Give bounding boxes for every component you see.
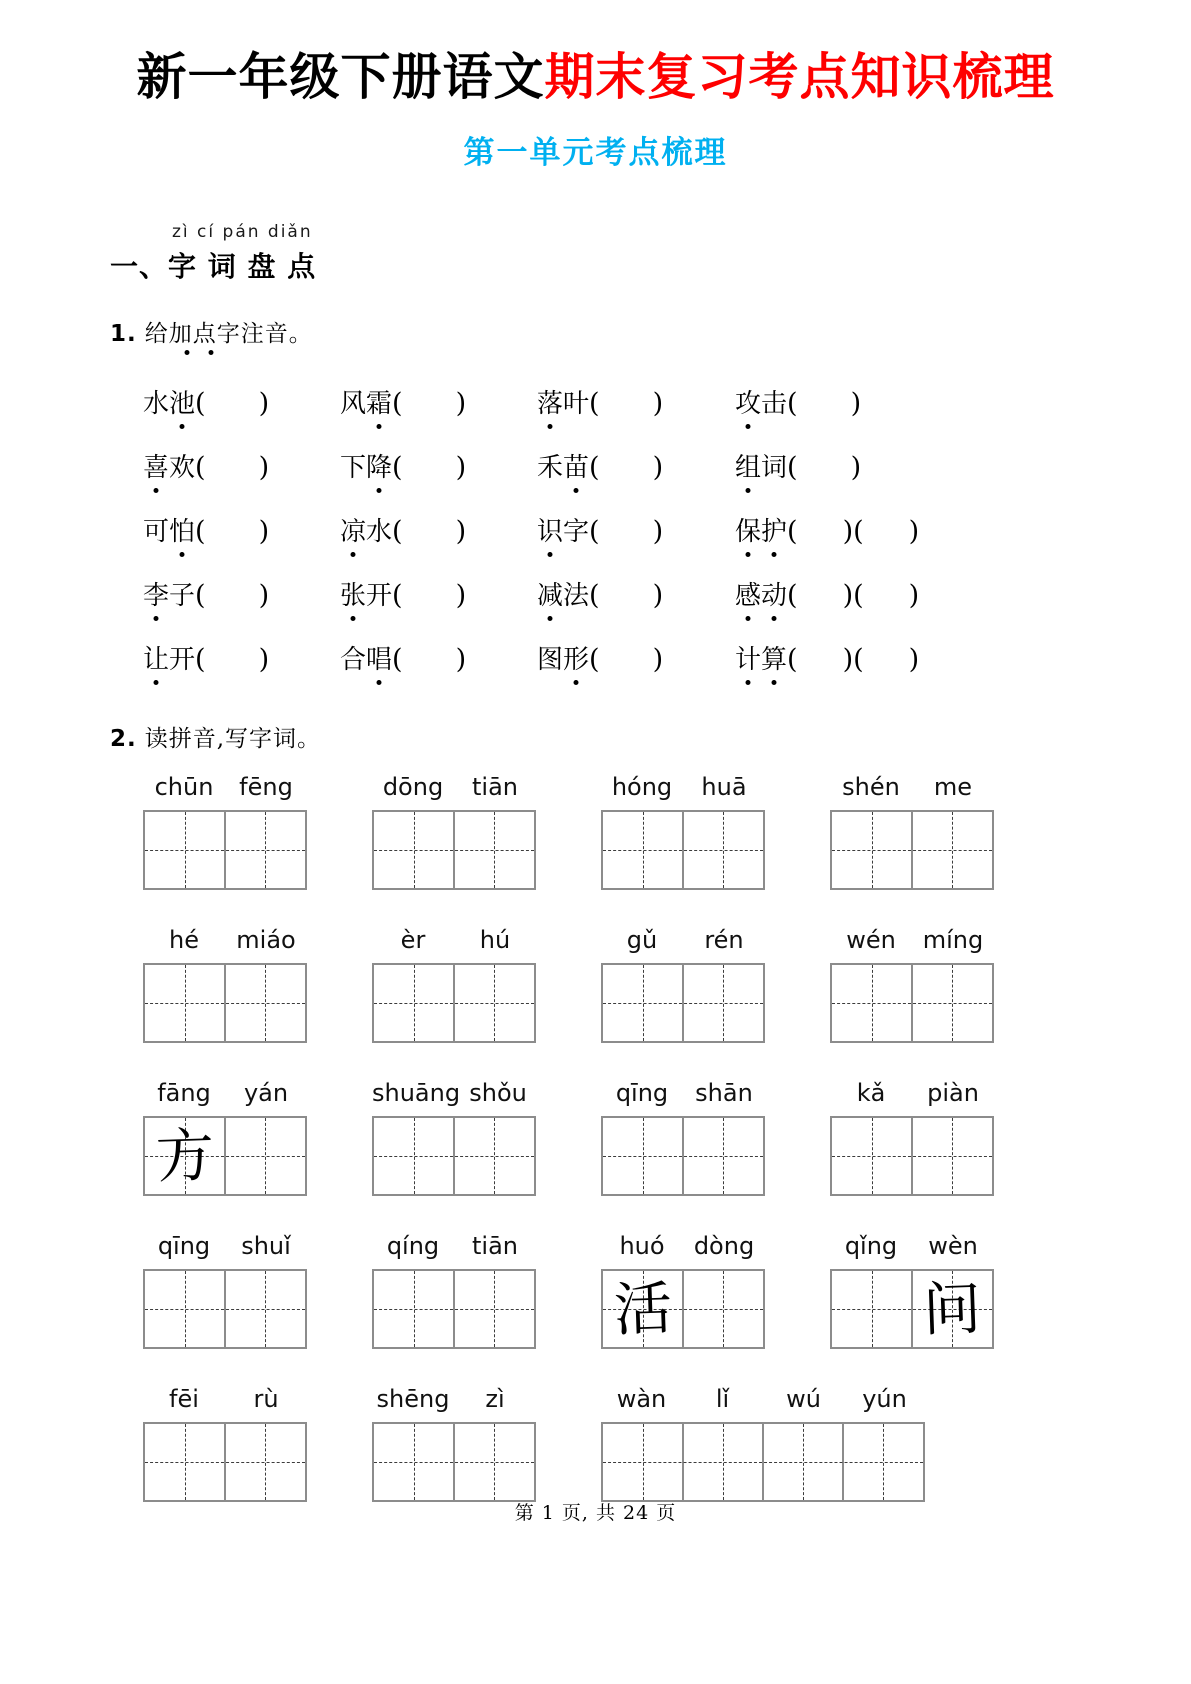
- writing-box: [830, 963, 994, 1043]
- annotation-word-grid: [143, 370, 1191, 690]
- horizontal-guide-line: [603, 1003, 763, 1004]
- pinyin-syllable: wàn: [616, 1384, 667, 1413]
- open-paren: (: [392, 580, 403, 611]
- open-paren: (: [392, 452, 403, 483]
- answer-blank: [392, 645, 466, 675]
- word-character: 霜: [366, 383, 392, 420]
- pinyin-syllable: qǐng: [844, 1231, 898, 1260]
- pinyin-word-block: [143, 773, 307, 890]
- word-character: 水: [366, 517, 393, 547]
- pinyin-labels: [601, 773, 765, 805]
- question-1-prompt: [110, 315, 1191, 348]
- close-paren: ): [652, 452, 664, 483]
- dotted-word-item: [537, 447, 735, 484]
- pinyin-labels: [601, 1385, 925, 1417]
- writing-box: [372, 1269, 536, 1349]
- pinyin-syllable: zì: [485, 1384, 505, 1413]
- prefilled-answer-character: 方: [154, 1120, 216, 1191]
- pinyin-word-block: [830, 1079, 994, 1196]
- pinyin-syllable: shuǐ: [241, 1231, 291, 1260]
- close-paren: ): [652, 644, 664, 675]
- word-character: 护: [761, 511, 787, 548]
- writing-box: [372, 1422, 536, 1502]
- pinyin-row: [143, 1385, 1191, 1502]
- answer-blank: [589, 517, 663, 547]
- word-character: 减: [537, 575, 563, 612]
- pinyin-labels: [143, 926, 307, 958]
- word-row: [143, 370, 1191, 434]
- pinyin-row: [143, 1079, 1191, 1196]
- horizontal-guide-line: [374, 850, 534, 851]
- word-character: 计: [735, 639, 761, 676]
- pinyin-word-block: [143, 926, 307, 1043]
- word-character: 攻: [735, 383, 761, 420]
- close-paren: ): [652, 516, 664, 547]
- pinyin-syllable: fēng: [239, 772, 293, 801]
- title-topic-part: 期末复习考点知识梳理: [544, 47, 1055, 106]
- pinyin-syllable: wèn: [928, 1231, 978, 1260]
- pinyin-syllable: piàn: [927, 1078, 979, 1107]
- pinyin-word-block: [143, 1385, 307, 1502]
- writing-box: [143, 1269, 307, 1349]
- dotted-word-item: [735, 447, 1191, 484]
- pinyin-syllable: kǎ: [856, 1078, 886, 1107]
- open-paren: (: [589, 516, 600, 547]
- close-paren: ): [908, 580, 920, 611]
- open-paren: (: [787, 516, 798, 547]
- pinyin-row: [143, 773, 1191, 890]
- answer-blank: [589, 581, 663, 611]
- writing-box: [372, 1116, 536, 1196]
- dotted-word-item: [735, 383, 1191, 420]
- pinyin-syllable: yán: [243, 1078, 289, 1107]
- pinyin-syllable: huó: [619, 1231, 665, 1260]
- pinyin-labels: [830, 1079, 994, 1111]
- writing-box: [143, 1116, 307, 1196]
- pinyin-word-block: [372, 1232, 536, 1349]
- word-row: [143, 434, 1191, 498]
- horizontal-guide-line: [603, 1156, 763, 1157]
- pinyin-syllable: huā: [701, 772, 747, 801]
- dotted-word-item: [340, 383, 537, 420]
- open-paren: (: [853, 580, 864, 611]
- answer-blank: [195, 581, 269, 611]
- pinyin-word-block: [601, 1232, 765, 1349]
- horizontal-guide-line: [145, 850, 305, 851]
- open-paren: (: [195, 580, 206, 611]
- pinyin-syllable: fāng: [157, 1078, 211, 1107]
- word-character: 欢: [169, 453, 196, 483]
- pinyin-labels: [830, 1232, 994, 1264]
- word-character: 水: [143, 389, 170, 419]
- word-character: 开: [366, 581, 393, 611]
- writing-box: [372, 810, 536, 890]
- writing-box: [830, 1116, 994, 1196]
- open-paren: (: [787, 388, 798, 419]
- pinyin-word-block: [601, 1385, 925, 1502]
- writing-box: [372, 963, 536, 1043]
- word-character: 落: [537, 383, 563, 420]
- pinyin-word-block: [372, 926, 536, 1043]
- answer-blank: [195, 645, 269, 675]
- horizontal-guide-line: [832, 850, 992, 851]
- word-row: [143, 498, 1191, 562]
- answer-blank: [589, 389, 663, 419]
- word-character: 凉: [340, 511, 366, 548]
- word-character: 保: [735, 511, 761, 548]
- open-paren: (: [589, 388, 600, 419]
- horizontal-guide-line: [832, 1156, 992, 1157]
- pinyin-syllable: rén: [704, 925, 744, 954]
- pinyin-word-block: [372, 1385, 536, 1502]
- word-character: 喜: [143, 447, 169, 484]
- dotted-word-item: [735, 639, 1191, 676]
- dotted-word-item: [340, 639, 537, 676]
- dotted-word-item: [537, 511, 735, 548]
- open-paren: (: [589, 644, 600, 675]
- close-paren: ): [842, 644, 854, 675]
- pinyin-syllable: èr: [400, 925, 426, 954]
- dotted-word-item: [143, 383, 340, 420]
- section-one-heading: [110, 222, 1191, 285]
- close-paren: ): [455, 388, 467, 419]
- pinyin-syllable: tiān: [472, 1231, 518, 1260]
- word-character: 池: [169, 383, 195, 420]
- word-character: 感: [735, 575, 761, 612]
- word-character: 法: [563, 581, 590, 611]
- dotted-word-item: [537, 383, 735, 420]
- open-paren: (: [589, 580, 600, 611]
- pinyin-syllable: dòng: [693, 1231, 755, 1260]
- word-character: 可: [143, 517, 170, 547]
- close-paren: ): [842, 580, 854, 611]
- dotted-word-item: [537, 575, 735, 612]
- dotted-word-item: [735, 511, 1191, 548]
- horizontal-guide-line: [832, 1003, 992, 1004]
- answer-blank: [392, 453, 466, 483]
- word-character: 让: [143, 639, 169, 676]
- close-paren: ): [258, 388, 270, 419]
- close-paren: ): [455, 516, 467, 547]
- writing-box: [143, 1422, 307, 1502]
- word-character: 下: [340, 453, 367, 483]
- dotted-word-item: [143, 511, 340, 548]
- dotted-word-item: [143, 639, 340, 676]
- pinyin-word-block: [372, 1079, 536, 1196]
- close-paren: ): [908, 516, 920, 547]
- question-2-number: 2.: [110, 725, 137, 752]
- section-heading-text: 一、字 词 盘 点: [110, 249, 317, 283]
- open-paren: (: [787, 580, 798, 611]
- word-character: 唱: [366, 639, 392, 676]
- writing-box: [601, 810, 765, 890]
- close-paren: ): [652, 388, 664, 419]
- section-heading-pinyin: zì cí pán diǎn: [172, 221, 313, 242]
- close-paren: ): [455, 452, 467, 483]
- pinyin-word-block: [372, 773, 536, 890]
- pinyin-labels: [372, 1232, 536, 1264]
- pinyin-syllable: miáo: [236, 925, 296, 954]
- pinyin-labels: [143, 1232, 307, 1264]
- word-character: 风: [340, 389, 367, 419]
- horizontal-guide-line: [603, 1462, 923, 1463]
- pinyin-syllable: hú: [479, 925, 511, 954]
- pinyin-word-block: [830, 773, 994, 890]
- word-character: 禾: [537, 453, 564, 483]
- horizontal-guide-line: [374, 1462, 534, 1463]
- answer-blank: [589, 453, 663, 483]
- answer-blank: [787, 389, 861, 419]
- answer-blank: [392, 581, 466, 611]
- close-paren: ): [258, 516, 270, 547]
- horizontal-guide-line: [374, 1309, 534, 1310]
- word-character: 苗: [563, 447, 589, 484]
- open-paren: (: [787, 644, 798, 675]
- pinyin-writing-grid: [143, 773, 1191, 1502]
- answer-blank: [589, 645, 663, 675]
- pinyin-row: [143, 926, 1191, 1043]
- pinyin-syllable: qíng: [386, 1231, 440, 1260]
- horizontal-guide-line: [374, 1156, 534, 1157]
- pinyin-word-block: [601, 1079, 765, 1196]
- question-1-text-pre: 给: [144, 320, 169, 347]
- close-paren: ): [842, 516, 854, 547]
- pinyin-syllable: wú: [786, 1384, 821, 1413]
- dotted-word-item: [143, 447, 340, 484]
- pinyin-syllable: yún: [862, 1384, 907, 1413]
- open-paren: (: [195, 516, 206, 547]
- word-character: 降: [366, 447, 392, 484]
- pinyin-syllable: qīng: [615, 1078, 669, 1107]
- word-character: 开: [169, 645, 196, 675]
- pinyin-labels: [372, 1385, 536, 1417]
- dotted-word-item: [143, 575, 340, 612]
- pinyin-labels: [143, 1385, 307, 1417]
- writing-box: [601, 1116, 765, 1196]
- answer-blank: [787, 517, 853, 547]
- question-1-text-emphasized: 加点: [169, 321, 217, 356]
- open-paren: (: [392, 516, 403, 547]
- word-character: 词: [761, 453, 788, 483]
- answer-blank: [853, 517, 919, 547]
- unit-subtitle: 第一单元考点梳理: [463, 134, 728, 171]
- question-2-text: 读拼音,写字词。: [144, 725, 322, 752]
- close-paren: ): [908, 644, 920, 675]
- close-paren: ): [258, 644, 270, 675]
- pinyin-word-block: [601, 926, 765, 1043]
- pinyin-syllable: hé: [169, 925, 199, 954]
- horizontal-guide-line: [145, 1309, 305, 1310]
- open-paren: (: [787, 452, 798, 483]
- answer-blank: [853, 581, 919, 611]
- close-paren: ): [258, 452, 270, 483]
- pinyin-labels: [601, 1079, 765, 1111]
- pinyin-row: [143, 1232, 1191, 1349]
- word-character: 识: [537, 511, 563, 548]
- close-paren: ): [652, 580, 664, 611]
- answer-blank: [195, 517, 269, 547]
- word-character: 组: [735, 447, 761, 484]
- pinyin-syllable: shǒu: [469, 1078, 527, 1107]
- word-row: [143, 626, 1191, 690]
- word-character: 合: [340, 645, 367, 675]
- word-character: 子: [169, 581, 196, 611]
- pinyin-syllable: dōng: [382, 772, 444, 801]
- writing-box: [830, 1269, 994, 1349]
- close-paren: ): [455, 580, 467, 611]
- word-character: 怕: [169, 511, 195, 548]
- writing-box: [143, 963, 307, 1043]
- pinyin-syllable: shān: [695, 1078, 753, 1107]
- pinyin-syllable: shuāng: [372, 1078, 461, 1107]
- pinyin-word-block: [143, 1079, 307, 1196]
- pinyin-syllable: wén: [846, 925, 896, 954]
- open-paren: (: [392, 644, 403, 675]
- horizontal-guide-line: [145, 1003, 305, 1004]
- close-paren: ): [850, 452, 862, 483]
- open-paren: (: [853, 516, 864, 547]
- pinyin-labels: [372, 773, 536, 805]
- pinyin-syllable: shēng: [376, 1384, 450, 1413]
- prefilled-answer-character: 活: [612, 1273, 674, 1344]
- close-paren: ): [258, 580, 270, 611]
- dotted-word-item: [340, 447, 537, 484]
- dotted-word-item: [340, 575, 537, 612]
- answer-blank: [392, 517, 466, 547]
- pinyin-syllable: shén: [842, 772, 900, 801]
- pinyin-word-block: [143, 1232, 307, 1349]
- word-character: 叶: [563, 389, 590, 419]
- word-character: 字: [563, 517, 590, 547]
- answer-blank: [787, 645, 853, 675]
- pinyin-labels: [601, 926, 765, 958]
- pinyin-labels: [372, 926, 536, 958]
- pinyin-syllable: fēi: [169, 1384, 199, 1413]
- open-paren: (: [392, 388, 403, 419]
- question-2-prompt: [110, 720, 1191, 753]
- word-character: 图: [537, 645, 564, 675]
- page-number: 第 1 页, 共 24 页: [514, 1502, 677, 1524]
- answer-blank: [787, 581, 853, 611]
- answer-blank: [195, 453, 269, 483]
- pinyin-syllable: gǔ: [626, 925, 658, 954]
- answer-blank: [195, 389, 269, 419]
- page-title: [40, 46, 1151, 109]
- pinyin-labels: [830, 773, 994, 805]
- word-character: 算: [761, 639, 787, 676]
- pinyin-syllable: tiān: [472, 772, 518, 801]
- open-paren: (: [195, 644, 206, 675]
- writing-box: [601, 1422, 925, 1502]
- pinyin-syllable: qīng: [157, 1231, 211, 1260]
- writing-box: [601, 963, 765, 1043]
- pinyin-syllable: hóng: [611, 772, 673, 801]
- title-course-part: 新一年级下册语文: [136, 47, 545, 106]
- open-paren: (: [195, 388, 206, 419]
- horizontal-guide-line: [145, 1462, 305, 1463]
- word-character: 李: [143, 575, 169, 612]
- dotted-word-item: [735, 575, 1191, 612]
- pinyin-word-block: [601, 773, 765, 890]
- writing-box: [601, 1269, 765, 1349]
- pinyin-word-block: [830, 1232, 994, 1349]
- writing-box: [830, 810, 994, 890]
- answer-blank: [392, 389, 466, 419]
- horizontal-guide-line: [374, 1003, 534, 1004]
- word-character: 击: [761, 389, 788, 419]
- dotted-word-item: [340, 511, 537, 548]
- word-character: 动: [761, 575, 787, 612]
- answer-blank: [787, 453, 861, 483]
- close-paren: ): [455, 644, 467, 675]
- dotted-word-item: [537, 639, 735, 676]
- word-character: 张: [340, 575, 366, 612]
- question-1-number: 1.: [110, 320, 137, 347]
- close-paren: ): [850, 388, 862, 419]
- open-paren: (: [853, 644, 864, 675]
- open-paren: (: [589, 452, 600, 483]
- word-character: 形: [563, 639, 589, 676]
- answer-blank: [853, 645, 919, 675]
- pinyin-labels: [143, 773, 307, 805]
- pinyin-syllable: míng: [922, 925, 984, 954]
- pinyin-labels: [830, 926, 994, 958]
- pinyin-labels: [601, 1232, 765, 1264]
- question-1-text-post: 字注音。: [216, 320, 313, 347]
- writing-box: [143, 810, 307, 890]
- pinyin-syllable: rù: [253, 1384, 279, 1413]
- prefilled-answer-character: 问: [921, 1273, 983, 1344]
- pinyin-labels: [143, 1079, 307, 1111]
- pinyin-syllable: lǐ: [715, 1384, 730, 1413]
- open-paren: (: [195, 452, 206, 483]
- pinyin-syllable: me: [933, 772, 973, 801]
- word-row: [143, 562, 1191, 626]
- pinyin-word-block: [830, 926, 994, 1043]
- horizontal-guide-line: [603, 850, 763, 851]
- pinyin-syllable: chūn: [154, 772, 214, 801]
- pinyin-labels: [372, 1079, 536, 1111]
